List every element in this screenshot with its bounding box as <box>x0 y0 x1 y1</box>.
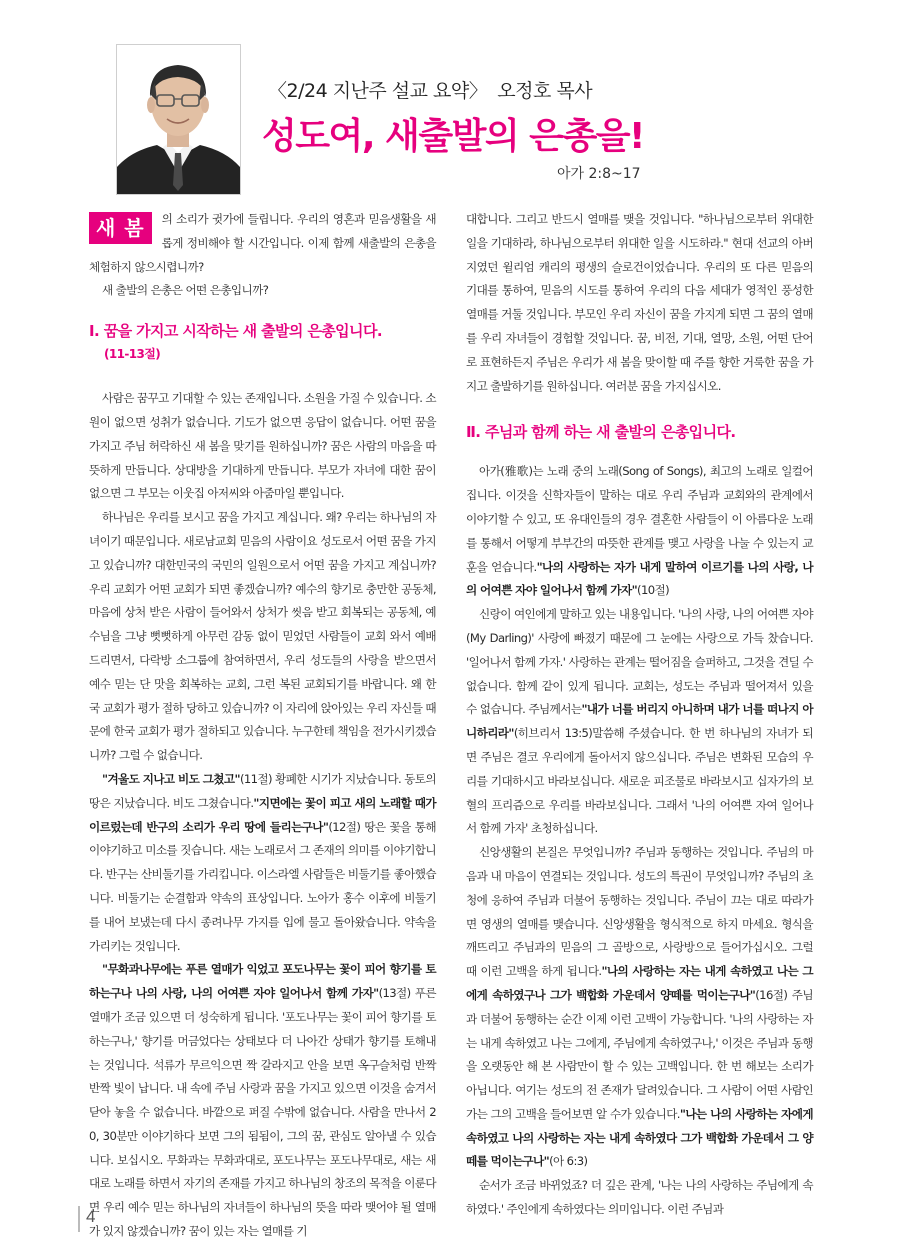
paragraph <box>466 603 813 841</box>
paragraph <box>89 958 436 1244</box>
scripture-quote: "무화과나무에는 푸른 열매가 익었고 포도나무는 꽃이 피어 향기를 토하는구나 나의 사랑, 나의 어여쁜 자야 일어나서 함께 가자" <box>89 962 436 1001</box>
scripture-quote: "나의 사랑하는 자는 내게 속하였고 나는 그에게 속하였구나 그가 백합화 가운데서 양떼를 먹이는구나" <box>466 964 813 1002</box>
paragraph-text: 말씀해 주셨습니다. 한 번 하나님의 자녀가 되면 주님은 결코 우리에게 돌아서지 않으십니다. 주님은 변화된 모습의 우리를 기대하시고 바라보십니다. 새로운 피조물로 바라보시고 십자가의 보혈의 프리즘으로 우리를 바라보십니다. 그래서 '나의 어여쁜 자여 일어나서 함께 가자' 초청하십니다. <box>466 726 813 836</box>
paragraph-text: (11절) 황폐한 시기가 지났습니다. 동토의 땅은 지났습니다. 비도 그쳤습니다. <box>89 771 436 810</box>
pastor-portrait-icon <box>117 45 240 194</box>
scripture-quote: "나의 사랑하는 자가 내게 말하여 이르기를 나의 사랑, 나의 어여쁜 자야 일어나서 함께 가자" <box>466 559 813 598</box>
sermon-title: 성도여, 새출발의 은총을! <box>262 116 644 157</box>
paragraph: 사람은 꿈꾸고 기대할 수 있는 존재입니다. 소원을 가질 수 있습니다. 소원이 없으면 성취가 없습니다. 기도가 없으면 응답이 없습니다. 어떤 꿈을 가지고 주님 허락하신 새 봄을 맞기를 원하십니까? 꿈은 사람의 마음을 따뜻하게 만듭니다. 상대방을 기대하게 만듭니다. 부모가 자녀에 대한 꿈이 없으면 그 부모는 이웃집 아저씨와 아줌마일 뿐입니다. <box>89 391 436 501</box>
scripture-quote: "나는 나의 사랑하는 자에게 속하였고 나의 사랑하는 자는 내게 속하였다 그가 백합화 가운데서 그 양떼를 먹이는구나" <box>466 1106 813 1169</box>
intro-question: 새 출발의 은총은 어떤 은총입니까? <box>102 283 269 298</box>
verse-ref: (10절) <box>637 583 670 598</box>
dropcap: 새 봄 <box>89 212 152 244</box>
paragraph: 대합니다. 그리고 반드시 열매를 맺을 것입니다. "하나님으로부터 위대한 일을 기대하라, 하나님으로부터 위대한 일을 시도하라." 현대 선교의 아버지였던 윌리엄 캐리의 평생의 슬로건이었습니다. 우리의 또 다른 믿음의 기대를 통하여, 믿음의 시도를 통하여 우리의 다음 세대가 영적인 풍성한 열매를 거둘 것입니다. 부모인 우리 자신이 꿈을 가지게 되면 그 꿈의 열매를 우리 자녀들이 경험할 것입니다. 꿈, 비전, 기대, 열망, 소원, 어떤 단어로 표현하든지 주님은 우리가 새 봄을 맞이할 때 주를 향한 거룩한 꿈을 가지고 출발하기를 원하십니다. 여러분 꿈을 가지십시오. <box>466 212 813 393</box>
paragraph <box>466 841 813 1174</box>
paragraph-text: 신랑이 여인에게 말하고 있는 내용입니다. '나의 사랑, 나의 어여쁜 자야(My Darling)' 사랑에 빠졌기 때문에 그 눈에는 사랑으로 가득 찼습니다. '일어나서 함께 가자.' 사랑하는 관계는 떨어짐을 슬퍼하고, 그것을 견딜 수 없습니다. 함께 같이 있게 됩니다. 교회는, 성도는 주님과 떨어져서 있을 수 없습니다. 주님께서는 <box>466 607 813 717</box>
paragraph: 순서가 조금 바뀌었죠? 더 깊은 관계, '나는 나의 사랑하는 주님에게 속하였다.' 주인에게 속하였다는 의미입니다. 이런 주님과 <box>466 1178 813 1217</box>
scripture-quote: "지면에는 꽃이 피고 새의 노래할 때가 이르렀는데 반구의 소리가 우리 땅에 들리는구나" <box>89 795 436 834</box>
scripture-quote: "겨울도 지나고 비도 그쳤고" <box>102 771 240 786</box>
paragraph-text: 아가(雅歌)는 노래 중의 노래(Song of Songs), 최고의 노래로 일컬어집니다. 이것을 신학자들이 말하는 대로 우리 주님과 교회와의 관계에서 이야기할 수 있고, 또 유대인들의 경우 결혼한 사람들이 이 아름다운 노래를 통해서 어떻게 부부간의 따뜻한 관계를 맺고 사랑을 나눌 수 있는지 교훈을 얻습니다. <box>466 464 813 574</box>
scripture-quote: "내가 너를 버리지 아니하며 내가 너를 떠나지 아니하리라" <box>466 702 813 741</box>
intro-text: 의 소리가 귓가에 들립니다. 우리의 영혼과 믿음생활을 새롭게 정비해야 할 시간입니다. 이제 함께 새출발의 은총을 체험하지 않으시렵니까? <box>89 212 436 274</box>
verse-ref: (아 6:3) <box>549 1154 588 1169</box>
paragraph-text: (16절) 주님과 더불어 동행하는 순간 이제 이런 고백이 가능합니다. '나의 사랑하는 자는 내게 속하였고 나는 그에게, 주님에게 속하였구나,' 이것은 주님과 동행을 오랫동안 해 본 사람만이 할 수 있는 고백입니다. 한 번 해보는 소리가 아닙니다. 여기는 성도의 전 존재가 달려있습니다. 그 사람이 어떤 사람인가는 그의 고백을 들어보면 알 수가 있습니다. <box>466 987 813 1121</box>
left-column <box>89 208 436 1244</box>
sermon-subtitle <box>268 76 592 103</box>
paragraph <box>89 768 436 958</box>
paragraph <box>466 460 813 603</box>
speaker-name: 오정호 목사 <box>497 80 593 102</box>
paragraph-text: (13절) 푸른 열매가 조금 있으면 더 성숙하게 됩니다. '포도나무는 꽃이 피어 향기를 토하는구나,' 향기를 머금었다는 상태보다 더 나아간 상태가 향기를 토해내는 것입니다. 석류가 무르익으면 짝 갈라지고 안을 보면 옥구슬처럼 반짝반짝 빛이 납니다. 내 속에 주님 사랑과 꿈을 가지고 있으면 이것을 숨겨서 닫아 놓을 수 없습니다. 바깥으로 퍼질 수밖에 없습니다. 사람을 만나서 20, 30분만 이야기하다 보면 그의 됨됨이, 그의 꿈, 관심도 알아낼 수 있습니다. 보십시오. 무화과는 무화과대로, 포도나무는 포도나무대로, 새는 새대로 노래를 하면서 자기의 존재를 가지고 하나님의 창조의 목적을 이룬다면 우리 예수 믿는 하나님의 자녀들이 하나님의 뜻을 따라 맺어야 될 열매가 있지 않겠습니까? 꿈이 있는 자는 열매를 기 <box>89 986 436 1239</box>
section-heading-2: Ⅱ. 주님과 함께 하는 새 출발의 은총입니다. <box>466 423 736 442</box>
scripture-reference: 아가 2:8~17 <box>557 166 641 182</box>
sermon-label: 〈2/24 지난주 설교 요약〉 <box>268 80 488 102</box>
section-heading-1: Ⅰ. 꿈을 가지고 시작하는 새 출발의 은총입니다. <box>89 322 382 341</box>
verse-ref: (히브리서 13:5) <box>513 726 593 741</box>
pastor-photo <box>116 44 241 195</box>
intro-paragraph <box>89 208 436 279</box>
paragraph-text: 신앙생활의 본질은 무엇입니까? 주님과 동행하는 것입니다. 주님의 마음과 내 마음이 연결되는 것입니다. 성도의 특권이 무엇입니까? 주님의 초청에 응하여 주님과 더불어 동행하는 것입니다. 주님이 끄는 대로 따라가면 영생의 열매를 맺습니다. 신앙생활을 형식적으로 하지 마세요. 형식을 깨뜨리고 주님과의 믿음의 그 골방으로, 사랑방으로 들어가십시오. 그럴 때 이런 고백을 하게 됩니다. <box>466 845 813 979</box>
paragraph-text: (12절) 땅은 꽃을 통해 이야기하고 미소를 짓습니다. 새는 노래로서 그 존재의 의미를 이야기합니다. 반구는 산비둘기를 가리킵니다. 이스라엘 사람들은 비둘기를 좋아했습니다. 비둘기는 순결함과 약속의 표상입니다. 노아가 홍수 이후에 비둘기를 내어 보냈는데 다시 종려나무 가지를 입에 물고 돌아왔습니다. 약속을 가리키는 것입니다. <box>89 819 436 953</box>
page-number-divider <box>78 1206 80 1232</box>
page-number: 4 <box>86 1207 96 1226</box>
paragraph: 하나님은 우리를 보시고 꿈을 가지고 계십니다. 왜? 우리는 하나님의 자녀이기 때문입니다. 새로남교회 믿음의 사람이요 성도로서 어떤 꿈을 가지고 있습니까? 대한민국의 국민의 일원으로서 어떤 꿈을 가지고 계십니까? 우리 교회가 어떤 교회가 되면 좋겠습니까? 예수의 향기로 충만한 공동체, 마음에 상처 받은 사람이 들어와서 상처가 씻음 받고 회복되는 공동체, 예수님을 그냥 뻣뻣하게 아무런 감동 없이 믿었던 사람들이 교회 와서 예배드리면서, 다락방 소그룹에 참여하면서, 우리 성도들의 사랑을 받으면서 예수 믿는 단 맛을 회복하는 교회, 그런 복된 교회되기를 바랍니다. 왜 한국 교회가 평가 절하 당하고 있습니까? 이 자리에 앉아있는 우리 자신들 때문에 한국 교회가 평가 절하되고 있습니다. 누구한테 책임을 전가시키겠습니까? 그럴 수 없습니다. <box>89 510 436 763</box>
section-heading-1-ref: (11-13절) <box>104 347 161 362</box>
right-column <box>466 208 813 1222</box>
